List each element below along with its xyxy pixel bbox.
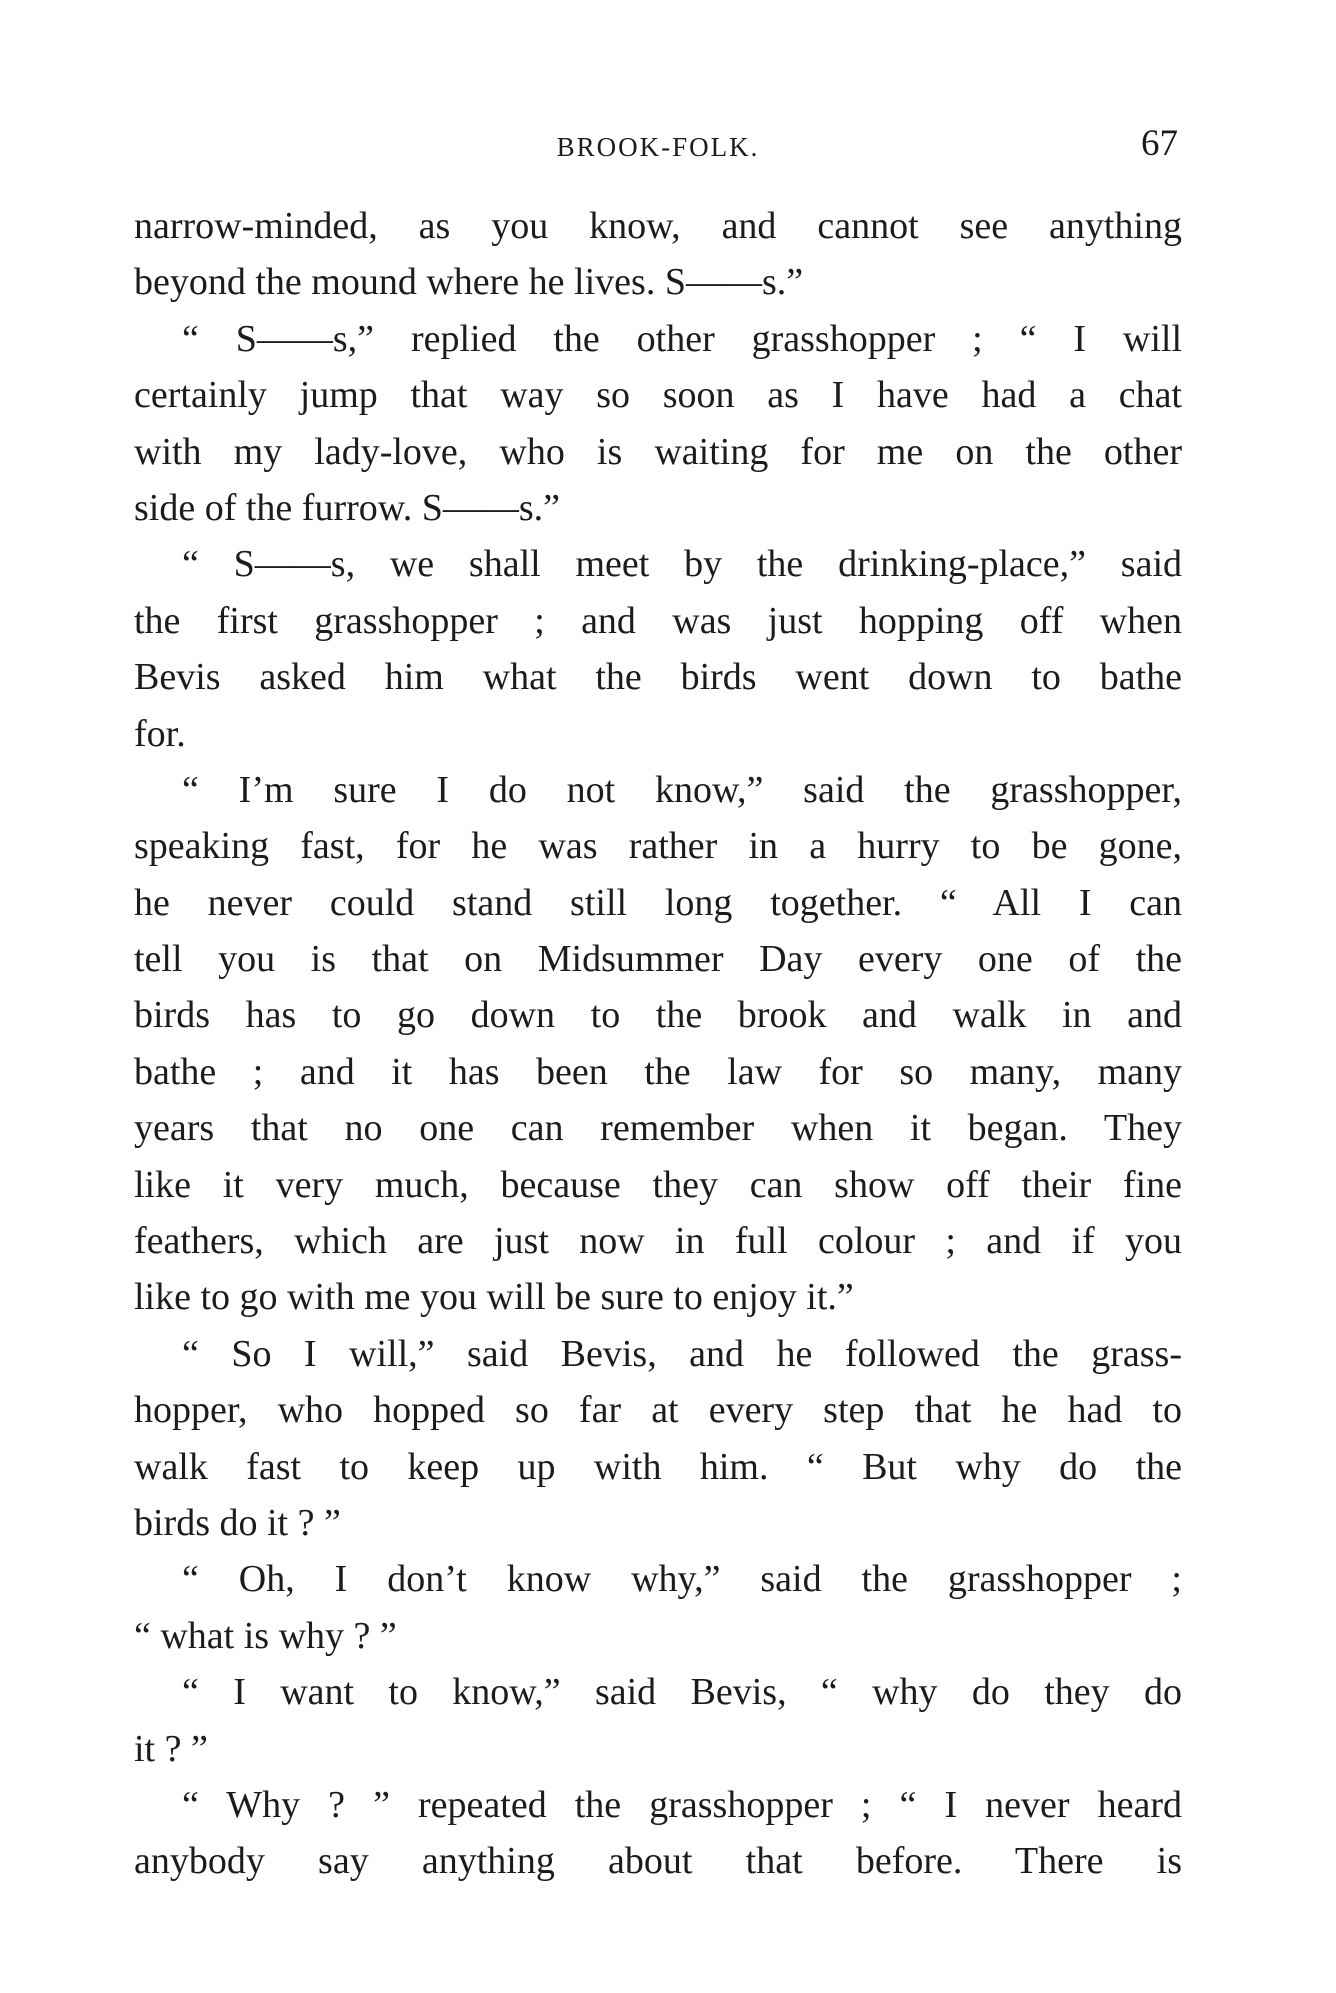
- text-line: “ So I will,” said Bevis, and he followed the grass-: [182, 1332, 1182, 1375]
- text-line: tell you is that on Midsummer Day every one of the: [134, 938, 1182, 981]
- text-line: certainly jump that way so soon as I have had a chat: [134, 374, 1182, 417]
- text-line: anybody say anything about that before. There is: [134, 1840, 1182, 1883]
- text-line: birds do it ? ”: [134, 1501, 341, 1544]
- text-line: “ Why ? ” repeated the grasshopper ; “ I never heard: [182, 1783, 1182, 1826]
- text-line: feathers, which are just now in full colour ; and if you: [134, 1220, 1182, 1263]
- text-line: “ S——s,” replied the other grasshopper ; “ I will: [182, 317, 1182, 360]
- body-text: [134, 198, 1182, 1890]
- page-header: [134, 122, 1182, 172]
- text-line: with my lady-love, who is waiting for me on the other: [134, 430, 1182, 473]
- text-line: walk fast to keep up with him. “ But why do the: [134, 1445, 1182, 1488]
- text-line: hopper, who hopped so far at every step that he had to: [134, 1389, 1182, 1432]
- text-line: like to go with me you will be sure to enjoy it.”: [134, 1276, 854, 1319]
- text-line: narrow-minded, as you know, and cannot see anything: [134, 205, 1182, 247]
- text-line: speaking fast, for he was rather in a hurry to be gone,: [134, 825, 1182, 868]
- text-line: “ I want to know,” said Bevis, “ why do they do: [182, 1671, 1182, 1714]
- text-line: bathe ; and it has been the law for so many, many: [134, 1050, 1182, 1093]
- text-line: for.: [134, 712, 186, 755]
- text-line: like it very much, because they can show off their fine: [134, 1163, 1182, 1206]
- text-line: “ S——s, we shall meet by the drinking-place,” said: [182, 543, 1182, 586]
- text-line: he never could stand still long together. “ All I can: [134, 881, 1182, 924]
- text-line: years that no one can remember when it began. They: [134, 1107, 1182, 1150]
- text-line: “ I’m sure I do not know,” said the grasshopper,: [182, 768, 1182, 811]
- text-line: the first grasshopper ; and was just hopping off when: [134, 599, 1182, 642]
- text-line: side of the furrow. S——s.”: [134, 486, 561, 529]
- text-line: beyond the mound where he lives. S——s.”: [134, 261, 804, 304]
- page-number: 67: [1141, 123, 1178, 164]
- text-line: birds has to go down to the brook and walk in and: [134, 994, 1182, 1037]
- text-line: Bevis asked him what the birds went down to bathe: [134, 656, 1182, 699]
- text-line: “ Oh, I don’t know why,” said the grasshopper ;: [182, 1558, 1182, 1601]
- text-line: “ what is why ? ”: [134, 1614, 397, 1657]
- running-title: BROOK-FOLK.: [556, 132, 760, 162]
- text-line: it ? ”: [134, 1727, 208, 1770]
